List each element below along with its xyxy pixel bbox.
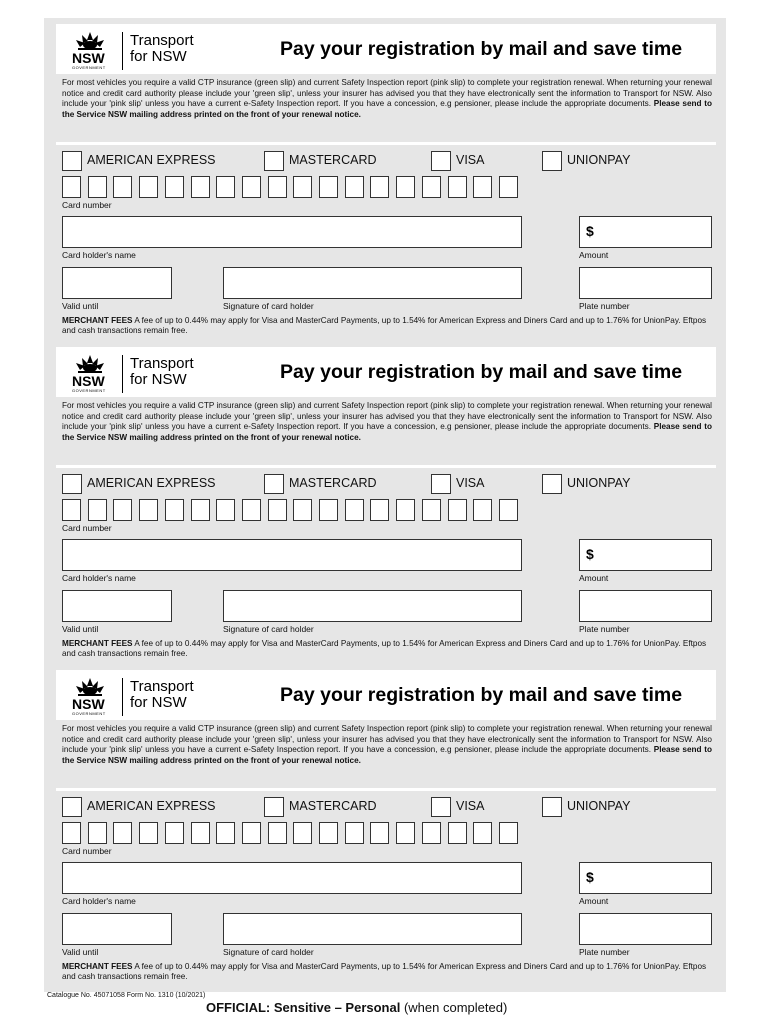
transport-nsw-logo (70, 353, 210, 393)
logo-brand-line1: Transport (130, 678, 194, 695)
catalogue-number: Catalogue No. 45071058 Form No. 1310 (10/2021) (47, 992, 206, 999)
card-type-checkbox[interactable] (264, 151, 284, 171)
merchant-fees-heading: MERCHANT FEES (62, 639, 133, 648)
card-type-checkbox[interactable] (542, 797, 562, 817)
instructions-text: For most vehicles you require a valid CTP insurance (green slip) and current Safety Inspection report (pink slip) to complete your registration renewal. When returning your renewal notice and credit card authority please include your 'green slip', unless your insurer has advised you that they have electronically sent the information to Transport for NSW. Also include your 'pink slip' unless you have a current e-Safety Inspection report. If you have a concession, e.g pensioner, please include the appropriate documents. (62, 401, 712, 432)
merchant-fees-heading: MERCHANT FEES (62, 962, 133, 971)
card-number-digit-box[interactable] (139, 176, 158, 198)
logo-government-text: GOVERNMENT (72, 711, 106, 716)
logo-brand-line2: for NSW (130, 48, 187, 65)
card-number-digit-box[interactable] (448, 176, 467, 198)
slip-title: Pay your registration by mail and save time (280, 684, 683, 706)
instructions-mailing-note: Please send to the Service NSW mailing address printed on the front of your renewal notice. (62, 745, 713, 765)
merchant-fees-text: A fee of up to 0.44% may apply for Visa and MasterCard Payments, up to 1.54% for American Express and Diners Card and up to 1.76% for UnionPay. Eftpos and cash transactions remain free. (62, 962, 707, 982)
card-number-digit-box[interactable] (293, 499, 312, 521)
card-number-digit-box[interactable] (216, 822, 235, 844)
card-number-digit-box[interactable] (216, 499, 235, 521)
card-number-digit-box[interactable] (62, 822, 81, 844)
card-number-digit-box[interactable] (473, 176, 492, 198)
card-type-checkbox[interactable] (542, 151, 562, 171)
card-number-digit-box[interactable] (88, 822, 107, 844)
card-number-digit-box[interactable] (319, 499, 338, 521)
signature-label: Signature of card holder (223, 624, 314, 634)
card-number-digit-box[interactable] (319, 822, 338, 844)
card-number-digit-box[interactable] (191, 822, 210, 844)
card-number-digit-box[interactable] (345, 499, 364, 521)
logo-nsw-text: NSW (72, 696, 105, 712)
dollar-sign: $ (586, 546, 594, 562)
card-number-digit-box[interactable] (473, 499, 492, 521)
classification-note: (when completed) (400, 1000, 508, 1015)
merchant-fees-notice (62, 316, 712, 336)
card-type-checkbox[interactable] (62, 151, 82, 171)
card-number-digit-box[interactable] (448, 499, 467, 521)
card-number-digit-box[interactable] (62, 499, 81, 521)
card-number-label: Card number (62, 200, 112, 210)
slip-title: Pay your registration by mail and save time (280, 361, 683, 383)
card-number-digit-box[interactable] (422, 822, 441, 844)
card-number-digit-box[interactable] (268, 176, 287, 198)
card-number-digit-box[interactable] (473, 822, 492, 844)
card-holder-name-field[interactable] (62, 216, 522, 248)
section-divider (56, 142, 716, 145)
slip-header (56, 24, 716, 74)
card-number-digit-box[interactable] (293, 176, 312, 198)
card-type-checkbox[interactable] (62, 797, 82, 817)
card-number-digit-box[interactable] (396, 499, 415, 521)
plate-number-field[interactable] (579, 913, 712, 945)
plate-number-label: Plate number (579, 301, 630, 311)
logo-brand-line1: Transport (130, 355, 194, 372)
slip-instructions (62, 78, 712, 120)
card-number-digit-box[interactable] (139, 499, 158, 521)
plate-number-label: Plate number (579, 624, 630, 634)
card-type-label: AMERICAN EXPRESS (87, 476, 216, 490)
dollar-sign: $ (586, 869, 594, 885)
valid-until-label: Valid until (62, 947, 99, 957)
card-number-digit-box[interactable] (370, 176, 389, 198)
dollar-sign: $ (586, 223, 594, 239)
card-number-boxes (62, 499, 532, 521)
merchant-fees-notice (62, 639, 712, 659)
merchant-fees-heading: MERCHANT FEES (62, 316, 133, 325)
card-type-label: MASTERCARD (289, 799, 377, 813)
slip-instructions (62, 724, 712, 766)
card-type-options (62, 151, 712, 171)
amount-field[interactable] (579, 216, 712, 248)
card-number-digit-box[interactable] (396, 176, 415, 198)
card-type-options (62, 797, 712, 817)
valid-until-field[interactable] (62, 590, 172, 622)
amount-label: Amount (579, 573, 609, 583)
card-type-checkbox[interactable] (264, 797, 284, 817)
card-number-digit-box[interactable] (216, 176, 235, 198)
card-number-digit-box[interactable] (370, 499, 389, 521)
amount-field[interactable] (579, 539, 712, 571)
card-type-checkbox[interactable] (431, 151, 451, 171)
card-type-checkbox[interactable] (542, 474, 562, 494)
logo-brand-line2: for NSW (130, 694, 187, 711)
card-number-digit-box[interactable] (499, 176, 518, 198)
card-number-digit-box[interactable] (62, 176, 81, 198)
transport-nsw-logo (70, 30, 210, 70)
card-number-digit-box[interactable] (345, 176, 364, 198)
card-type-label: AMERICAN EXPRESS (87, 799, 216, 813)
card-number-digit-box[interactable] (396, 822, 415, 844)
valid-until-label: Valid until (62, 301, 99, 311)
merchant-fees-notice (62, 962, 712, 982)
amount-field[interactable] (579, 862, 712, 894)
card-holder-name-field[interactable] (62, 539, 522, 571)
card-number-boxes (62, 176, 532, 198)
card-number-label: Card number (62, 846, 112, 856)
plate-number-field[interactable] (579, 590, 712, 622)
card-type-label: MASTERCARD (289, 153, 377, 167)
instructions-text: For most vehicles you require a valid CTP insurance (green slip) and current Safety Inspection report (pink slip) to complete your registration renewal. When returning your renewal notice and credit card authority please include your 'green slip', unless your insurer has advised you that they have electronically sent the information to Transport for NSW. Also include your 'pink slip' unless you have a current e-Safety Inspection report. If you have a concession, e.g pensioner, please include the appropriate documents. (62, 78, 712, 109)
merchant-fees-text: A fee of up to 0.44% may apply for Visa and MasterCard Payments, up to 1.54% for American Express and Diners Card and up to 1.76% for UnionPay. Eftpos and cash transactions remain free. (62, 316, 707, 336)
plate-number-field[interactable] (579, 267, 712, 299)
valid-until-field[interactable] (62, 913, 172, 945)
card-type-checkbox[interactable] (264, 474, 284, 494)
card-number-digit-box[interactable] (242, 176, 261, 198)
card-number-digit-box[interactable] (165, 176, 184, 198)
payment-slip-2 (56, 347, 716, 665)
card-number-digit-box[interactable] (113, 822, 132, 844)
card-type-label: UNIONPAY (567, 476, 631, 490)
card-number-digit-box[interactable] (499, 822, 518, 844)
card-type-checkbox[interactable] (62, 474, 82, 494)
card-number-digit-box[interactable] (319, 176, 338, 198)
logo-brand-line2: for NSW (130, 371, 187, 388)
card-type-label: VISA (456, 799, 485, 813)
card-number-digit-box[interactable] (345, 822, 364, 844)
card-number-digit-box[interactable] (113, 176, 132, 198)
card-type-label: UNIONPAY (567, 153, 631, 167)
card-number-digit-box[interactable] (165, 499, 184, 521)
merchant-fees-text: A fee of up to 0.44% may apply for Visa and MasterCard Payments, up to 1.54% for American Express and Diners Card and up to 1.76% for UnionPay. Eftpos and cash transactions remain free. (62, 639, 707, 659)
card-number-digit-box[interactable] (422, 499, 441, 521)
logo-nsw-text: NSW (72, 373, 105, 389)
logo-divider (122, 678, 123, 716)
instructions-text: For most vehicles you require a valid CTP insurance (green slip) and current Safety Inspection report (pink slip) to complete your registration renewal. When returning your renewal notice and credit card authority please include your 'green slip', unless your insurer has advised you that they have electronically sent the information to Transport for NSW. Also include your 'pink slip' unless you have a current e-Safety Inspection report. If you have a concession, e.g pensioner, please include the appropriate documents. (62, 724, 712, 755)
signature-label: Signature of card holder (223, 947, 314, 957)
valid-until-label: Valid until (62, 624, 99, 634)
slip-instructions (62, 401, 712, 443)
card-number-boxes (62, 822, 532, 844)
card-number-digit-box[interactable] (370, 822, 389, 844)
card-number-digit-box[interactable] (139, 822, 158, 844)
logo-government-text: GOVERNMENT (72, 388, 106, 393)
amount-label: Amount (579, 250, 609, 260)
payment-slip-1 (56, 24, 716, 342)
logo-brand-line1: Transport (130, 32, 194, 49)
instructions-mailing-note: Please send to the Service NSW mailing address printed on the front of your renewal notice. (62, 99, 713, 119)
logo-divider (122, 355, 123, 393)
card-type-options (62, 474, 712, 494)
card-holder-name-label: Card holder's name (62, 573, 136, 583)
card-number-digit-box[interactable] (422, 176, 441, 198)
card-holder-name-field[interactable] (62, 862, 522, 894)
logo-divider (122, 32, 123, 70)
card-number-digit-box[interactable] (268, 822, 287, 844)
card-type-label: AMERICAN EXPRESS (87, 153, 216, 167)
amount-label: Amount (579, 896, 609, 906)
slip-header (56, 347, 716, 397)
slip-header (56, 670, 716, 720)
card-number-digit-box[interactable] (268, 499, 287, 521)
slip-title: Pay your registration by mail and save time (280, 38, 683, 60)
card-number-digit-box[interactable] (88, 499, 107, 521)
card-holder-name-label: Card holder's name (62, 896, 136, 906)
classification-bold: OFFICIAL: Sensitive – Personal (206, 1000, 401, 1015)
signature-field[interactable] (223, 267, 522, 299)
card-type-label: UNIONPAY (567, 799, 631, 813)
card-type-label: VISA (456, 153, 485, 167)
card-number-digit-box[interactable] (499, 499, 518, 521)
signature-field[interactable] (223, 590, 522, 622)
instructions-mailing-note: Please send to the Service NSW mailing address printed on the front of your renewal notice. (62, 422, 713, 442)
card-number-digit-box[interactable] (191, 499, 210, 521)
card-number-digit-box[interactable] (293, 822, 312, 844)
plate-number-label: Plate number (579, 947, 630, 957)
card-number-digit-box[interactable] (448, 822, 467, 844)
section-divider (56, 788, 716, 791)
card-number-digit-box[interactable] (191, 176, 210, 198)
signature-label: Signature of card holder (223, 301, 314, 311)
logo-government-text: GOVERNMENT (72, 65, 106, 70)
card-number-label: Card number (62, 523, 112, 533)
signature-field[interactable] (223, 913, 522, 945)
security-classification (206, 1000, 507, 1015)
card-type-checkbox[interactable] (431, 797, 451, 817)
logo-nsw-text: NSW (72, 50, 105, 66)
card-type-label: MASTERCARD (289, 476, 377, 490)
card-number-digit-box[interactable] (165, 822, 184, 844)
card-number-digit-box[interactable] (242, 499, 261, 521)
card-number-digit-box[interactable] (88, 176, 107, 198)
card-holder-name-label: Card holder's name (62, 250, 136, 260)
transport-nsw-logo (70, 676, 210, 716)
card-number-digit-box[interactable] (113, 499, 132, 521)
card-number-digit-box[interactable] (242, 822, 261, 844)
card-type-checkbox[interactable] (431, 474, 451, 494)
card-type-label: VISA (456, 476, 485, 490)
valid-until-field[interactable] (62, 267, 172, 299)
payment-slip-3 (56, 670, 716, 988)
section-divider (56, 465, 716, 468)
